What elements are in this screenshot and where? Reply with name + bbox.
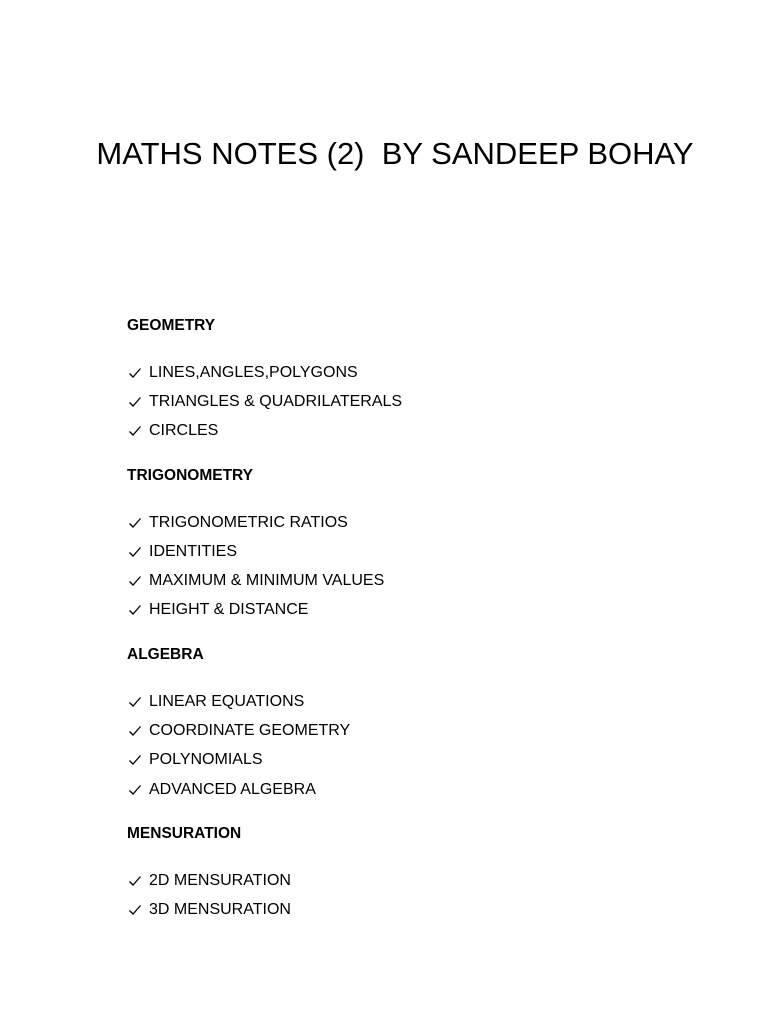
check-icon: [128, 545, 142, 559]
check-icon: [128, 753, 142, 767]
item-label: IDENTITIES: [149, 542, 238, 560]
list-item: [127, 596, 727, 625]
item-label: 2D MENSURATION: [149, 871, 291, 889]
check-icon: [128, 603, 142, 617]
list-item: [127, 716, 727, 745]
section-heading: ALGEBRA: [127, 646, 204, 664]
list-item: [127, 358, 727, 387]
check-icon: [128, 516, 142, 530]
section-geometry: [127, 316, 727, 446]
list-item: [127, 508, 727, 537]
section-algebra: [127, 645, 727, 804]
item-list: [127, 508, 727, 625]
item-list: [127, 358, 727, 446]
list-item: [127, 417, 727, 446]
item-label: TRIGONOMETRIC RATIOS: [149, 513, 348, 531]
item-label: ADVANCED ALGEBRA: [149, 780, 316, 798]
list-item: [127, 775, 727, 804]
section-trigonometry: [127, 466, 727, 625]
item-label: 3D MENSURATION: [149, 901, 291, 919]
item-label: LINEAR EQUATIONS: [149, 692, 305, 710]
item-label: HEIGHT & DISTANCE: [149, 601, 309, 619]
check-icon: [128, 903, 142, 917]
check-icon: [128, 695, 142, 709]
check-icon: [128, 874, 142, 888]
list-item: [127, 896, 727, 925]
list-item: [127, 566, 727, 595]
list-item: [127, 866, 727, 895]
item-label: CIRCLES: [149, 422, 219, 440]
check-icon: [128, 424, 142, 438]
item-label: COORDINATE GEOMETRY: [149, 722, 351, 740]
list-item: [127, 387, 727, 416]
topic-list: [127, 316, 727, 945]
item-label: TRIANGLES & QUADRILATERALS: [149, 392, 403, 410]
check-icon: [128, 724, 142, 738]
item-label: MAXIMUM & MINIMUM VALUES: [149, 572, 385, 590]
list-item: [127, 537, 727, 566]
section-heading: MENSURATION: [127, 825, 242, 843]
list-item: [127, 746, 727, 775]
item-list: [127, 687, 727, 804]
section-mensuration: [127, 824, 727, 925]
check-icon: [128, 574, 142, 588]
document-title: MATHS NOTES (2) BY SANDEEP BOHAY: [96, 136, 694, 171]
check-icon: [128, 395, 142, 409]
list-item: [127, 687, 727, 716]
item-list: [127, 866, 727, 925]
check-icon: [128, 366, 142, 380]
check-icon: [128, 783, 142, 797]
section-heading: TRIGONOMETRY: [127, 466, 254, 484]
section-heading: GEOMETRY: [127, 317, 216, 334]
item-label: POLYNOMIALS: [149, 751, 263, 769]
item-label: LINES,ANGLES,POLYGONS: [149, 363, 358, 381]
